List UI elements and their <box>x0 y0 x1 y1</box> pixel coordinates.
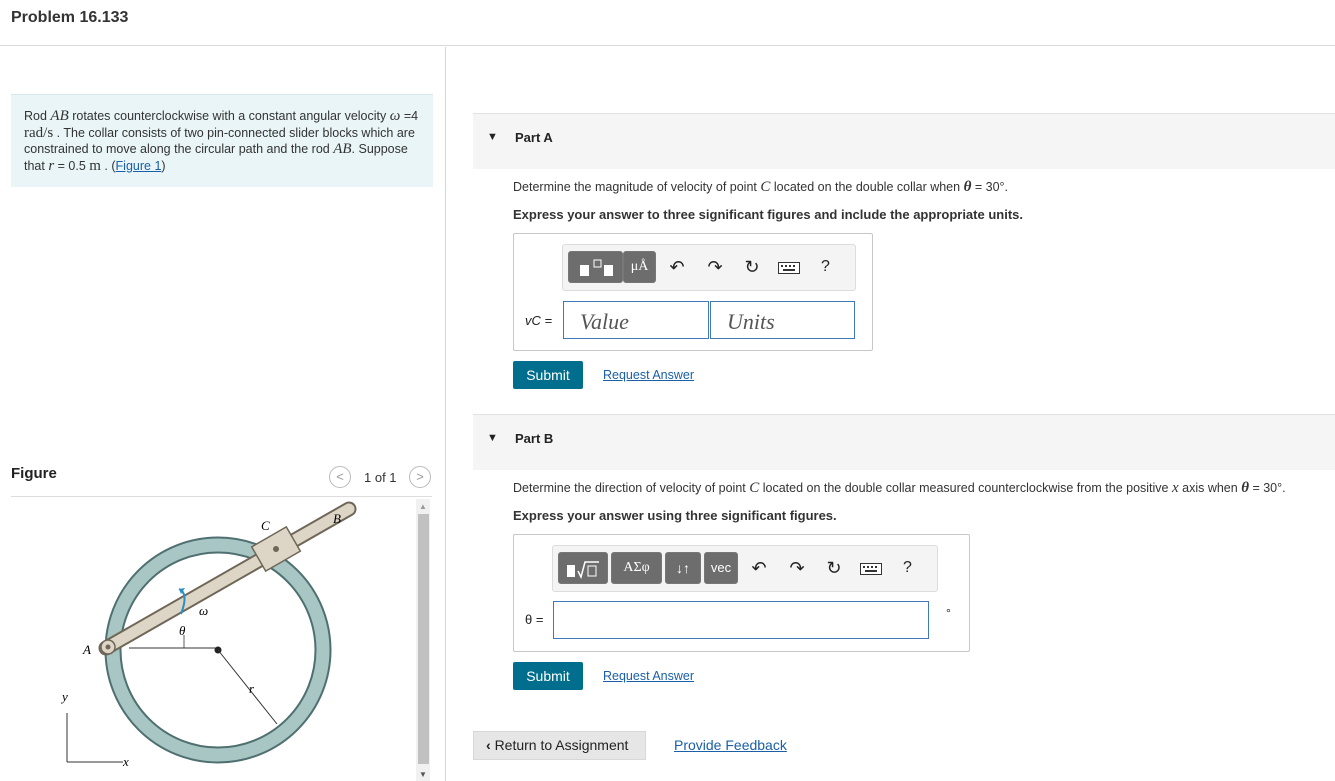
label-omega: ω <box>199 603 209 618</box>
label-c: C <box>261 518 270 533</box>
question-text: axis when <box>1178 481 1242 495</box>
sqrt-template-icon <box>563 558 603 580</box>
units-input[interactable] <box>710 301 855 339</box>
redo-icon[interactable]: ↷ <box>707 257 723 277</box>
problem-text: . Suppose that <box>24 142 408 173</box>
label-r: r <box>249 681 255 696</box>
theta-symbol: θ <box>963 179 972 195</box>
omega-symbol: ω <box>389 108 401 124</box>
radius-line <box>218 650 277 724</box>
provide-feedback-link[interactable]: Provide Feedback <box>674 737 787 753</box>
part-b-request-answer-link[interactable]: Request Answer <box>603 669 695 683</box>
label-b: B <box>333 511 341 526</box>
chevron-left-icon: ‹ <box>486 737 491 753</box>
keyboard-icon[interactable] <box>778 262 800 277</box>
help-icon[interactable]: ? <box>903 559 912 576</box>
header-bar <box>0 0 1335 46</box>
r-symbol: r <box>48 157 55 174</box>
label-y: y <box>62 689 68 704</box>
help-icon[interactable]: ? <box>821 258 830 275</box>
part-b-question <box>513 480 1286 497</box>
reset-icon[interactable]: ↻ <box>826 558 842 578</box>
problem-text: Rod <box>24 109 51 123</box>
reset-icon[interactable]: ↻ <box>744 257 760 277</box>
previous-figure-button[interactable]: < <box>329 466 351 488</box>
part-b-header[interactable] <box>473 414 1335 470</box>
omega-unit: rad/s <box>24 124 54 141</box>
part-a-instruction: Express your answer to three significant figures and include the appropriate units. <box>513 207 1023 222</box>
redo-icon[interactable]: ↷ <box>789 558 805 578</box>
return-to-assignment-button[interactable] <box>473 731 646 760</box>
r-unit: m <box>89 157 101 174</box>
part-a-header[interactable] <box>473 113 1335 169</box>
theta-label: θ = <box>525 612 544 627</box>
part-a-title: Part A <box>515 130 553 145</box>
value-placeholder: Value <box>580 309 629 334</box>
point-c-symbol: C <box>760 179 771 195</box>
part-b-title: Part B <box>515 431 554 446</box>
vec-button[interactable]: vec <box>704 552 738 584</box>
template-icon <box>576 257 616 279</box>
pin-a-center <box>106 645 111 650</box>
problem-statement <box>11 94 433 187</box>
label-x: x <box>123 754 129 769</box>
return-label: Return to Assignment <box>494 737 629 753</box>
template-button[interactable] <box>568 251 623 283</box>
next-figure-button[interactable]: > <box>409 466 431 488</box>
template-button[interactable] <box>558 552 608 584</box>
units-placeholder: Units <box>727 309 775 334</box>
part-b-collapse-icon[interactable]: ▼ <box>487 432 498 444</box>
question-text: = 30°. <box>1248 481 1286 495</box>
greek-button[interactable]: ΑΣφ <box>611 552 662 584</box>
label-theta: θ <box>179 623 186 638</box>
rod-symbol: AB <box>333 141 352 157</box>
scroll-down-icon[interactable]: ▼ <box>419 770 427 779</box>
problem-text: =4 <box>400 109 419 123</box>
part-a-request-answer-link[interactable]: Request Answer <box>603 368 695 382</box>
theta-symbol: θ <box>1241 480 1249 496</box>
x-symbol: x <box>1171 480 1179 496</box>
figure-scroll-thumb[interactable] <box>418 514 429 764</box>
part-b-submit-button[interactable]: Submit <box>513 662 583 690</box>
keyboard-icon[interactable] <box>860 563 882 578</box>
figure-pager-text: 1 of 1 <box>364 470 397 485</box>
problem-text: = 0.5 <box>54 158 90 173</box>
problem-text: ) <box>161 158 166 173</box>
question-text: located on the double collar when <box>770 180 964 194</box>
problem-text: rotates counterclockwise with a constant angular velocity <box>68 109 387 123</box>
value-input[interactable] <box>563 301 709 339</box>
degree-unit: ° <box>946 606 951 620</box>
figure-link[interactable]: Figure 1 <box>115 158 162 173</box>
question-text: Determine the direction of velocity of point <box>513 481 750 495</box>
part-a-collapse-icon[interactable]: ▼ <box>487 131 498 143</box>
label-a: A <box>83 642 91 657</box>
vc-label: vC = <box>525 313 553 328</box>
figure-heading: Figure <box>11 465 57 482</box>
scroll-up-icon[interactable]: ▲ <box>419 502 427 511</box>
question-text: located on the double collar measured counterclockwise from the positive <box>759 481 1172 495</box>
part-a-submit-button[interactable]: Submit <box>513 361 583 389</box>
point-c-symbol: C <box>749 480 760 496</box>
problem-text: . ( <box>100 158 116 173</box>
units-button[interactable]: μÅ <box>623 251 656 283</box>
theta-input[interactable] <box>553 601 929 639</box>
undo-icon[interactable]: ↶ <box>751 558 767 578</box>
part-a-question <box>513 179 1008 196</box>
problem-text: . The collar consists of two pin-connected slider blocks which are constrained to move along the circular path and the rod <box>24 125 415 156</box>
arrows-button[interactable]: ↓↑ <box>665 552 701 584</box>
undo-icon[interactable]: ↶ <box>669 257 685 277</box>
part-b-instruction: Express your answer using three significant figures. <box>513 508 837 523</box>
rod-symbol: AB <box>50 108 69 124</box>
question-text: Determine the magnitude of velocity of point <box>513 180 761 194</box>
mechanism-figure <box>11 497 415 779</box>
question-text: = 30°. <box>971 180 1008 194</box>
page-title: Problem 16.133 <box>11 9 129 26</box>
